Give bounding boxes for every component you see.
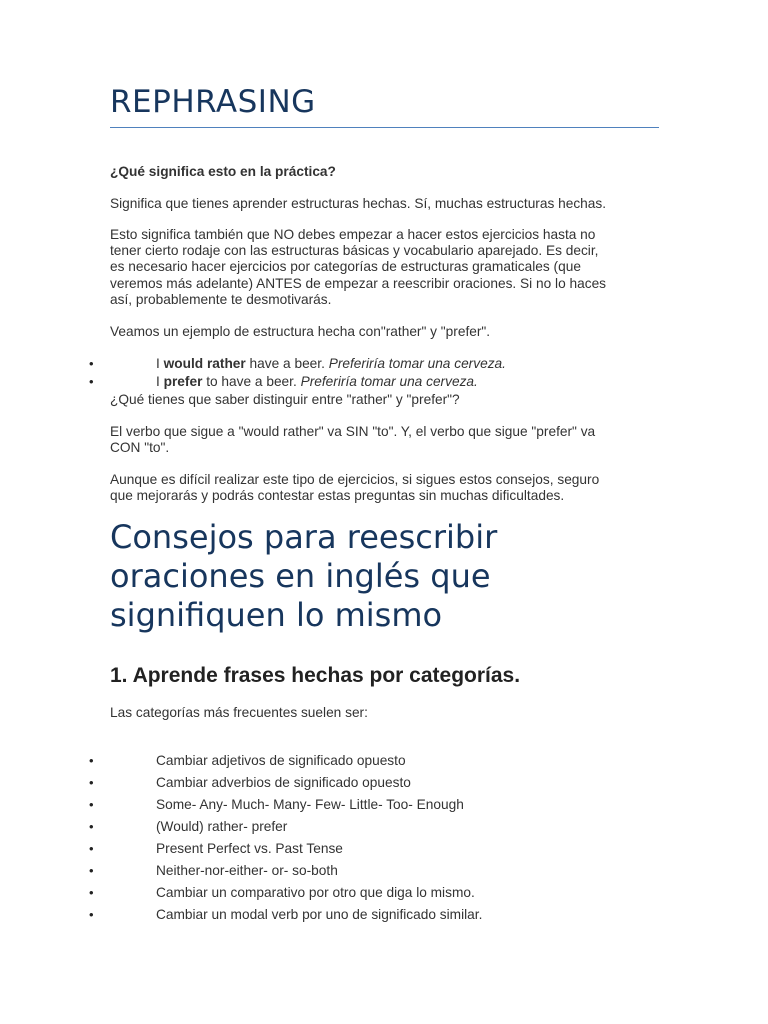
list-item: [0, 841, 768, 859]
bullet-icon: •: [89, 863, 94, 878]
example-rest: to have a beer.: [202, 374, 301, 389]
paragraph-3: Veamos un ejemplo de estructura hecha con"rather" y "prefer".: [110, 324, 491, 339]
example-item: [0, 374, 768, 392]
example-subject: I: [156, 374, 164, 389]
bullet-icon: •: [89, 753, 94, 768]
list-item: [0, 819, 768, 837]
bullet-icon: •: [89, 356, 94, 371]
list-item: [0, 775, 768, 793]
paragraph-6-line: que mejorarás y podrás contestar estas preguntas sin muchas dificultades.: [110, 488, 565, 504]
list-item-text: Some- Any- Much- Many- Few- Little- Too- Enough: [156, 797, 464, 812]
paragraph-2-line: así, probablemente te desmotivarás.: [110, 291, 332, 307]
example-rest: have a beer.: [245, 356, 329, 371]
list-item: [0, 885, 768, 903]
paragraph-4: ¿Qué tienes que saber distinguir entre "rather" y "prefer"?: [110, 392, 460, 407]
subsection-heading: 1. Aprende frases hechas por categorías.: [110, 664, 521, 687]
title-underline: [110, 127, 659, 128]
example-translation: Preferiría tomar una cerveza.: [328, 356, 506, 371]
paragraph-2-line: es necesario hacer ejercicios por categorías de estructuras gramaticales (que: [110, 259, 581, 275]
bullet-icon: •: [89, 374, 94, 389]
bullet-icon: •: [89, 797, 94, 812]
paragraph-5-line: CON "to".: [110, 440, 170, 456]
list-item-text: Cambiar un comparativo por otro que diga lo mismo.: [156, 885, 475, 900]
paragraph-2-line: Esto significa también que NO debes empezar a hacer estos ejercicios hasta no: [110, 227, 596, 242]
paragraph-6: [110, 472, 658, 504]
bullet-icon: •: [89, 775, 94, 790]
bullet-icon: •: [89, 841, 94, 856]
section-heading-line: oraciones en inglés que: [110, 557, 491, 595]
list-item: [0, 797, 768, 815]
example-text: [156, 374, 478, 390]
list-item-text: Cambiar adjetivos de significado opuesto: [156, 753, 406, 768]
categories-intro: Las categorías más frecuentes suelen ser:: [110, 705, 368, 720]
section-heading: [110, 518, 670, 635]
bullet-icon: •: [89, 819, 94, 834]
list-item-text: Neither-nor-either- or- so-both: [156, 863, 338, 878]
paragraph-2-line: veremos más adelante) ANTES de empezar a reescribir oraciones. Si no lo haces: [110, 275, 607, 291]
list-item: [0, 753, 768, 771]
paragraph-5-line: El verbo que sigue a "would rather" va SIN "to". Y, el verbo que sigue "prefer" va: [110, 424, 596, 439]
paragraph-2-line: tener cierto rodaje con las estructuras básicas y vocabulario aparejado. Es decir,: [110, 243, 599, 259]
list-item: [0, 863, 768, 881]
paragraph-2: [110, 227, 658, 308]
list-item-text: Present Perfect vs. Past Tense: [156, 841, 343, 856]
list-item-text: Cambiar adverbios de significado opuesto: [156, 775, 411, 790]
example-keyword: prefer: [163, 374, 203, 389]
paragraph-5: [110, 424, 658, 456]
list-item: [0, 907, 768, 925]
paragraph-6-line: Aunque es difícil realizar este tipo de ejercicios, si sigues estos consejos, seguro: [110, 472, 600, 487]
list-item-text: (Would) rather- prefer: [156, 819, 288, 834]
list-item-text: Cambiar un modal verb por uno de significado similar.: [156, 907, 483, 922]
bullet-icon: •: [89, 907, 94, 922]
example-translation: Preferiría tomar una cerveza.: [300, 374, 478, 389]
section-heading-line: Consejos para reescribir: [110, 518, 498, 556]
page-title: REPHRASING: [110, 84, 316, 120]
question-heading: ¿Qué significa esto en la práctica?: [110, 164, 336, 179]
example-text: [156, 356, 506, 372]
paragraph-1: Significa que tienes aprender estructuras hechas. Sí, muchas estructuras hechas.: [110, 196, 607, 211]
example-item: [0, 356, 768, 374]
example-subject: I: [156, 356, 164, 371]
bullet-icon: •: [89, 885, 94, 900]
example-keyword: would rather: [163, 356, 246, 371]
section-heading-line: signifiquen lo mismo: [110, 596, 443, 634]
